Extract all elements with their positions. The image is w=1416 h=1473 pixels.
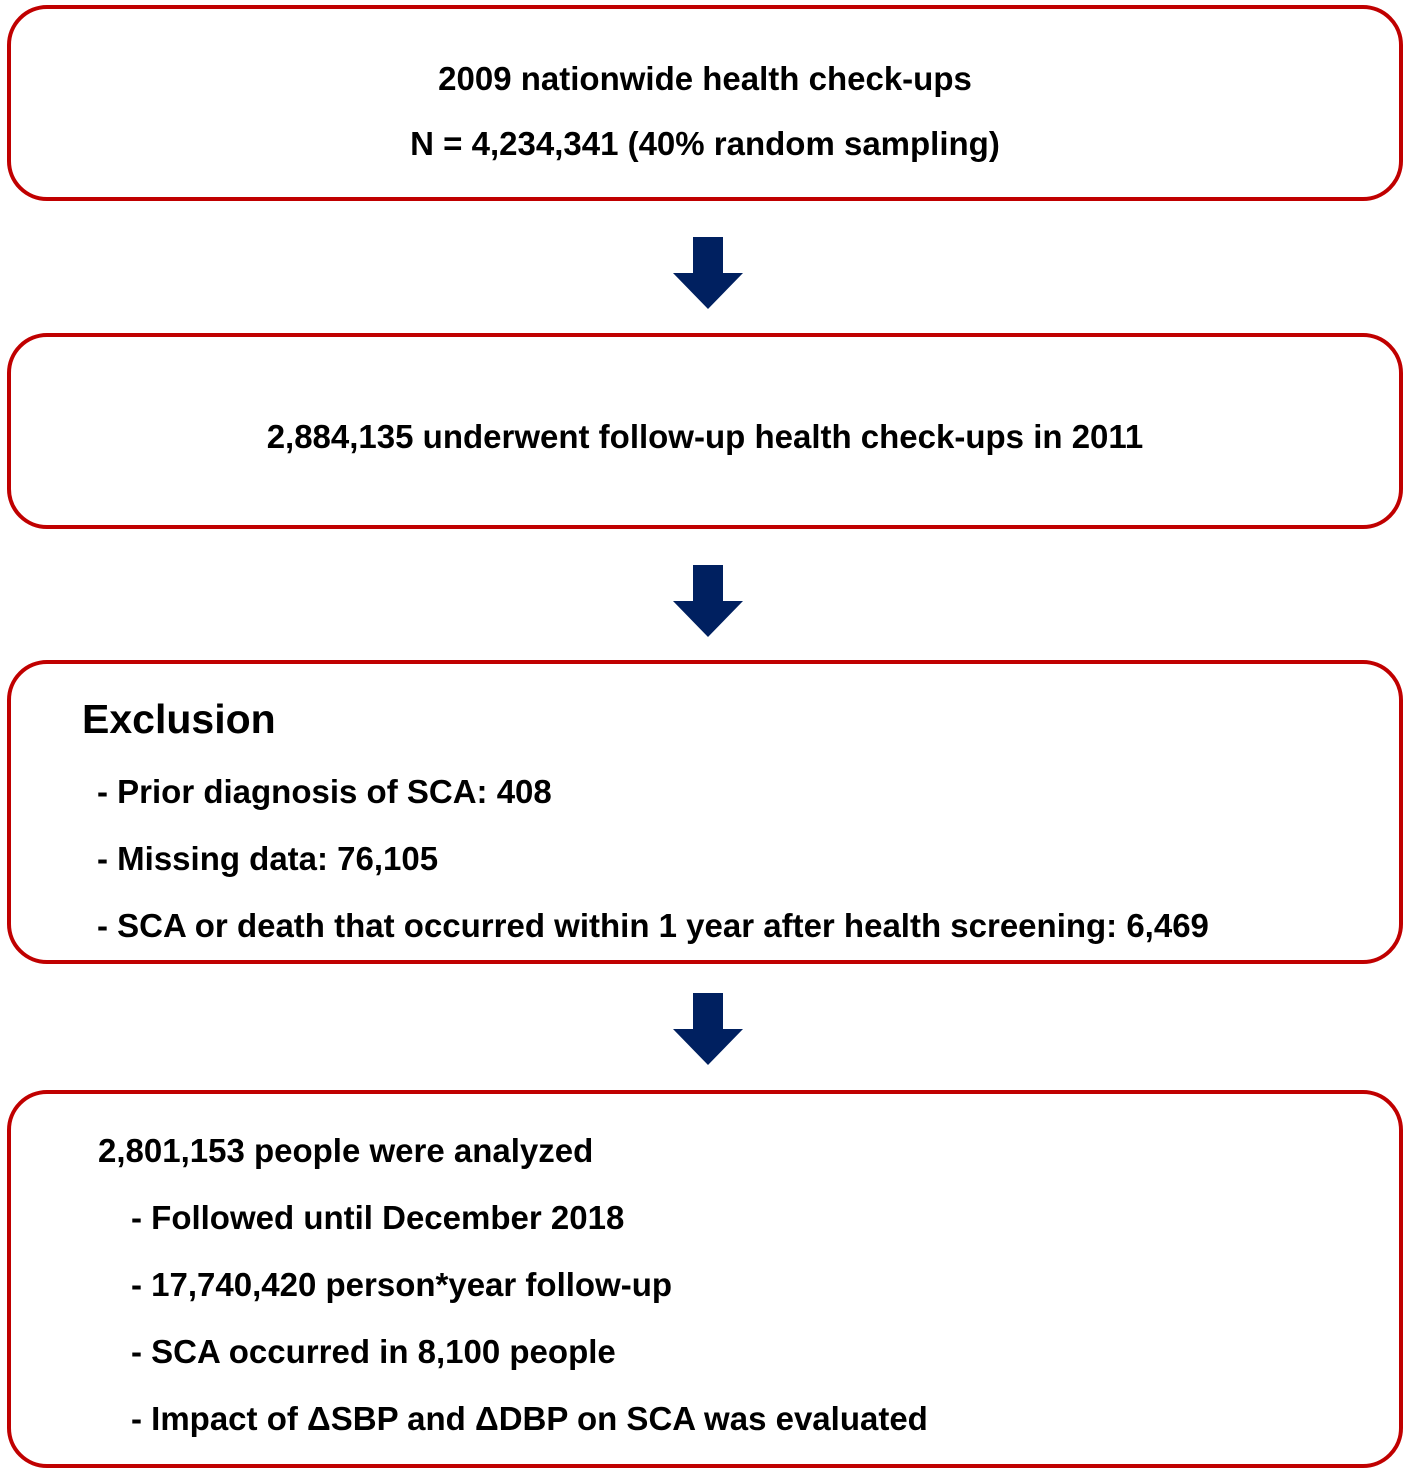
exclusion-item-missing-data: - Missing data: 76,105 xyxy=(97,840,439,877)
analysis-item-followed-until: - Followed until December 2018 xyxy=(131,1199,625,1236)
arrow-down-icon xyxy=(673,237,743,309)
box-exclusion xyxy=(7,660,1403,964)
box-cohort-source-line2: N = 4,234,341 (40% random sampling) xyxy=(410,125,1000,162)
exclusion-item-prior-diagnosis: - Prior diagnosis of SCA: 408 xyxy=(97,773,552,810)
arrow-down-icon xyxy=(673,565,743,637)
exclusion-item-early-event: - SCA or death that occurred within 1 year after health screening: 6,469 xyxy=(97,907,1209,944)
analysis-heading: 2,801,153 people were analyzed xyxy=(98,1132,594,1169)
box-follow-up-line1: 2,884,135 underwent follow-up health check-ups in 2011 xyxy=(266,418,1144,455)
exclusion-heading: Exclusion xyxy=(82,696,276,742)
analysis-item-sca-occurred: - SCA occurred in 8,100 people xyxy=(131,1333,616,1370)
box-follow-up xyxy=(7,333,1403,529)
box-cohort-source-line1: 2009 nationwide health check-ups xyxy=(438,60,972,97)
analysis-item-person-years: - 17,740,420 person*year follow-up xyxy=(131,1266,673,1303)
analysis-item-impact: - Impact of ΔSBP and ΔDBP on SCA was evaluated xyxy=(131,1400,928,1437)
box-cohort-source xyxy=(7,5,1403,201)
arrow-down-icon xyxy=(673,993,743,1065)
box-analysis xyxy=(7,1090,1403,1468)
